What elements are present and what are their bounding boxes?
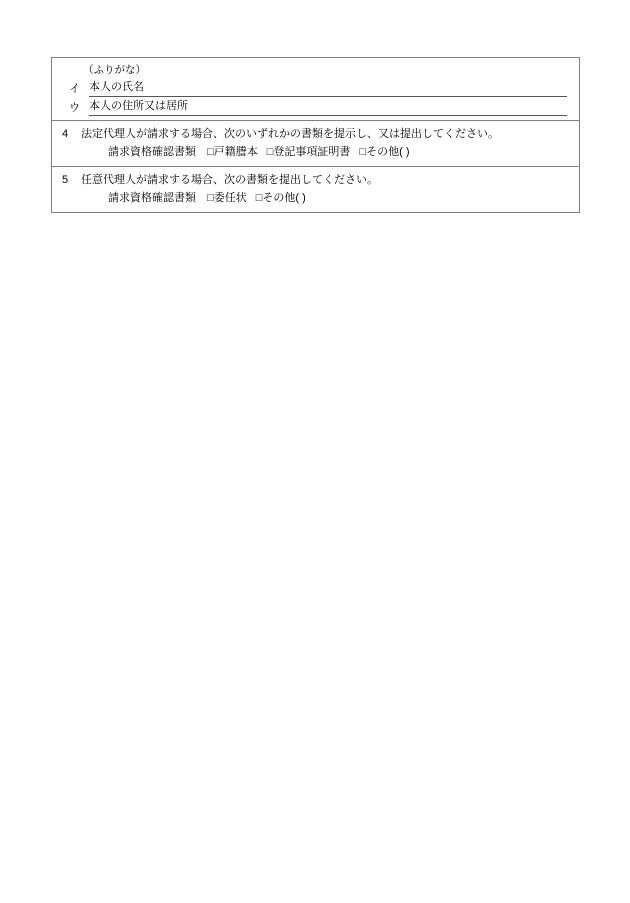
applicant-identity-row: [52, 58, 579, 121]
field-row-name: [52, 79, 579, 97]
field-marker-u: ウ: [69, 102, 80, 114]
application-form-table: [51, 57, 580, 213]
section-5-number: 5: [62, 174, 69, 186]
applicant-fields-block: [52, 58, 579, 120]
furigana-label: （ふりがな）: [83, 64, 146, 76]
section-4-sub-label: 請求資格確認書類: [108, 146, 196, 158]
checkbox-ininjo[interactable]: □委任状: [207, 192, 247, 204]
section-5-sub-label: 請求資格確認書類: [108, 192, 196, 204]
field-marker-i: イ: [69, 83, 80, 95]
section-5-block: [52, 167, 579, 212]
section-5-row: [52, 167, 579, 212]
checkbox-sonota-4[interactable]: □その他( ): [359, 146, 410, 158]
checkbox-koseki-tohon[interactable]: □戸籍謄本: [207, 146, 258, 158]
field-row-address: [52, 98, 579, 116]
section-5-heading-line: [62, 172, 569, 189]
section-4-row: [52, 121, 579, 167]
section-4-heading-line: [62, 126, 569, 143]
field-label-applicant-address: 本人の住所又は居所: [89, 98, 567, 116]
section-4-block: [52, 121, 579, 166]
section-4-number: 4: [62, 128, 69, 140]
checkbox-toki-jiko-shomeisho[interactable]: □登記事項証明書: [266, 146, 351, 158]
checkbox-sonota-5[interactable]: □その他( ): [255, 192, 306, 204]
field-label-applicant-name: 本人の氏名: [89, 79, 567, 97]
section-4-options-line: [62, 144, 569, 161]
section-5-options-line: [62, 190, 569, 207]
section-4-heading-text: 法定代理人が請求する場合、次のいずれかの書類を提示し、又は提出してください。: [81, 128, 499, 140]
section-5-heading-text: 任意代理人が請求する場合、次の書類を提出してください。: [81, 174, 378, 186]
